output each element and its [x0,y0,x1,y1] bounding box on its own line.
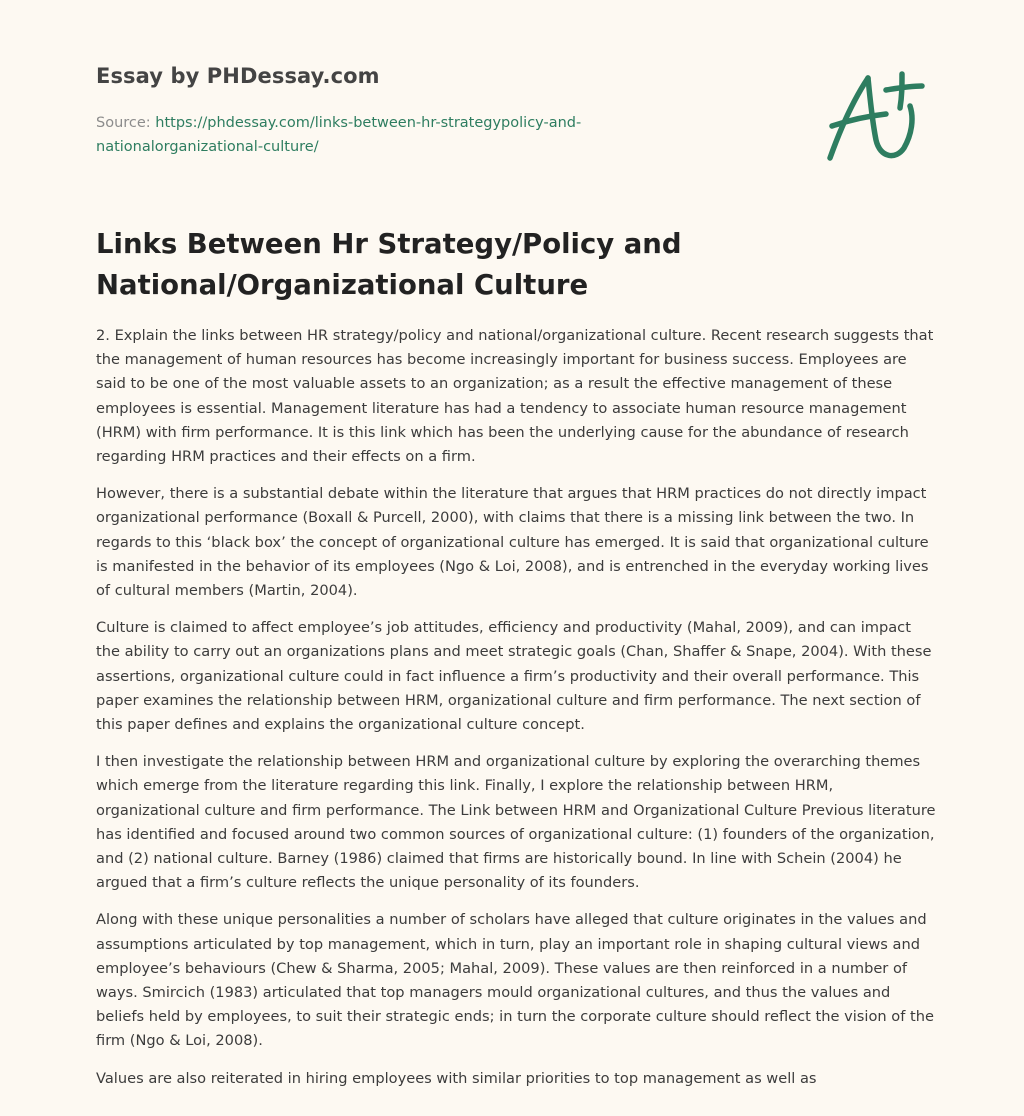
source-label: Source: [96,115,151,131]
source-link[interactable]: https://phdessay.com/links-between-hr-strategypolicy-and-nationalorganizational-culture/ [96,115,582,155]
paragraph: Culture is claimed to affect employee’s job attitudes, efficiency and productivity (Mahal, 2009), and can impact the ability to carry out an organizations plans and meet strategic goals (Chan, Shaffer & Snape, 2004). With these assertions, organizational culture could in fact influence a firm’s productivity and their overall performance. This paper examines the relationship between HRM, organizational culture and firm performance. The next section of this paper defines and explains the organizational culture concept. [96,619,932,734]
a-plus-icon [822,68,928,164]
site-title: Essay by PHDessay.com [96,64,380,88]
paragraph: However, there is a substantial debate within the literature that argues that HRM practices do not directly impact organizational performance (Boxall & Purcell, 2000), with claims that there is a missing link between the two. In regards to this ‘black box’ the concept of organizational culture has emerged. It is said that organizational culture is manifested in the behavior of its employees (Ngo & Loi, 2008), and is entrenched in the everyday working lives of cultural members (Martin, 2004). [96,485,929,600]
paragraph: Values are also reiterated in hiring employees with similar priorities to top management as well as [96,1069,817,1087]
essay-title: Links Between Hr Strategy/Policy and National/Organizational Culture [96,228,682,301]
source-line [96,111,656,159]
paragraph: I then investigate the relationship between HRM and organizational culture by exploring the overarching themes which emerge from the literature regarding this link. Finally, I explore the relationship between HRM, organizational culture and firm performance. The Link between HRM and Organizational Culture Previous literature has identified and focused around two common sources of organizational culture: (1) founders of the organization, and (2) national culture. Barney (1986) claimed that firms are historically bound. In line with Schein (2004) he argued that a firm’s culture reflects the unique personality of its founders. [96,753,936,892]
paragraph: 2. Explain the links between HR strategy/policy and national/organizational culture. Recent research suggests that the management of human resources has become increasingly important for business success. Employees are said to be one of the most valuable assets to an organization; as a result the effective management of these employees is essential. Management literature has had a tendency to associate human resource management (HRM) with firm performance. It is this link which has been the underlying cause for the abundance of research regarding HRM practices and their effects on a firm. [96,327,934,466]
essay-body [96,324,936,1104]
paragraph: Along with these unique personalities a number of scholars have alleged that culture originates in the values and assumptions articulated by top management, which in turn, play an important role in shaping cultural views and employee’s behaviours (Chew & Sharma, 2005; Mahal, 2009). These values are then reinforced in a number of ways. Smircich (1983) articulated that top managers mould organizational cultures, and thus the values and beliefs held by employees, to suit their strategic ends; in turn the corporate culture should reflect the vision of the firm (Ngo & Loi, 2008). [96,911,934,1050]
